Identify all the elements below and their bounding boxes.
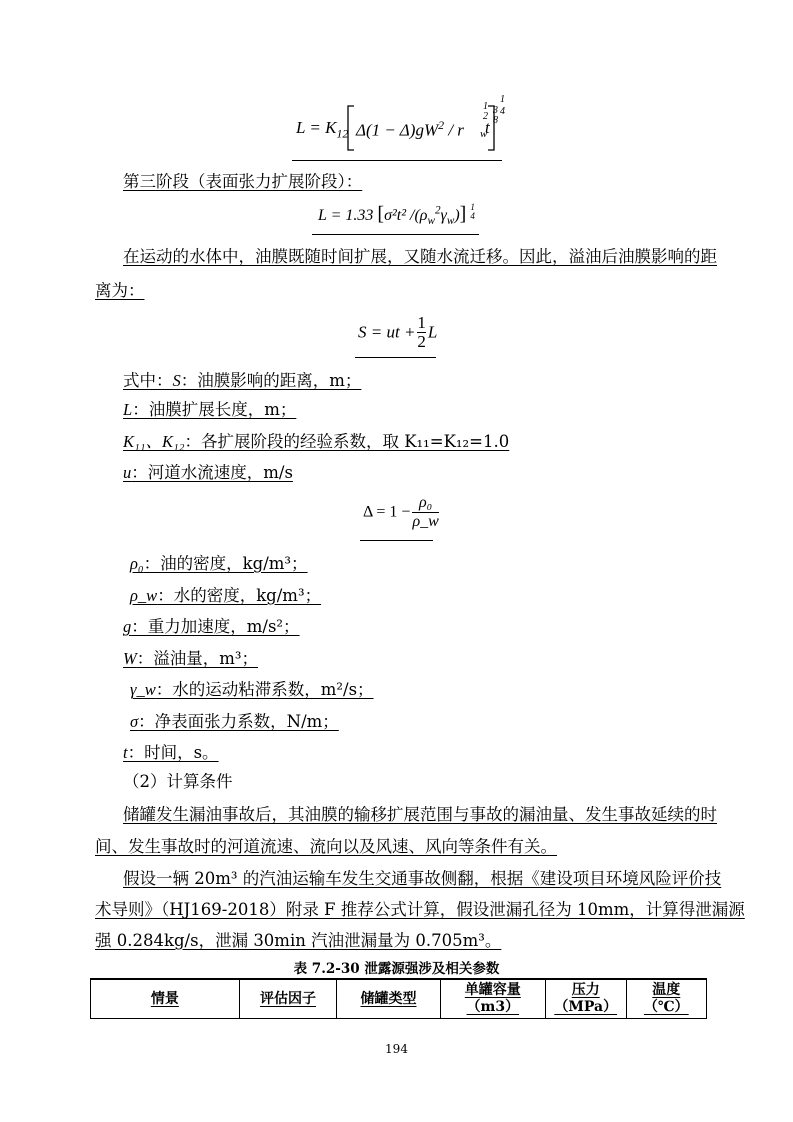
formula3-num: 1 — [417, 313, 426, 332]
formula2-underline — [312, 234, 479, 235]
def-text: ：河道水流速度，m/s — [131, 463, 293, 482]
table-header-cell: 压力 （MPa） — [545, 979, 626, 1019]
def-text: ：重力加速度，m/s²； — [131, 617, 300, 636]
formula1-t: t — [485, 118, 490, 137]
def-sigma — [130, 711, 339, 733]
formula2-gamma-sub: w — [446, 215, 455, 228]
formula1-r-exp-num: 1 — [483, 101, 488, 112]
def-text: ：各扩展阶段的经验系数，取 K₁₁=K₁₂=1.0 — [184, 432, 510, 451]
def-L — [123, 399, 296, 421]
paragraph-scenario-line1: 假设一辆 20m³ 的汽油运输车发生交通事故侧翻，根据《建设项目环境风险评价技 — [123, 869, 722, 888]
def-symbol: γ_w — [130, 680, 156, 699]
table-header-cell: 评估因子 — [239, 979, 337, 1019]
formula1-bracket-body: Δ(1 − Δ)gW — [356, 120, 439, 140]
def-symbol: σ — [130, 712, 139, 731]
def-S — [123, 370, 361, 392]
def-prefix: 式中： — [123, 371, 173, 390]
def-gammaw — [130, 679, 374, 701]
formula1-t-exp-num: 3 — [493, 105, 498, 116]
def-symbol: g — [123, 617, 132, 636]
formula1-lhs-sub: 12 — [336, 126, 349, 141]
formula3-underline — [355, 357, 436, 358]
def-text: ：溢油量，m³； — [136, 649, 259, 668]
parameter-table — [90, 978, 707, 1019]
formula1-t-exp-den: 8 — [493, 115, 498, 126]
formula-impact-distance — [358, 314, 437, 351]
page-number: 194 — [385, 1042, 408, 1056]
def-text: ：水的密度，kg/m³； — [157, 586, 322, 605]
formula1-div: / r — [448, 120, 464, 140]
def-K — [123, 431, 509, 453]
formula1-lhs: L = K — [296, 118, 337, 137]
formula-delta — [363, 494, 441, 531]
def-rhow — [130, 585, 321, 607]
formula1-underline — [292, 160, 502, 161]
formula1-outer-exp-num: 1 — [500, 94, 505, 105]
def-text: ：油膜扩展长度，m； — [132, 400, 297, 419]
formula1-w-exp: 2 — [438, 118, 445, 132]
formula4-num: ρ₀ — [412, 494, 438, 513]
def-symbol: S — [172, 371, 181, 390]
paragraph-oil-film-migration-line2: 离为： — [95, 281, 145, 300]
formula1-r-exp-den: 2 — [483, 111, 488, 122]
formula2-gamma: γ — [440, 207, 447, 224]
def-symbol: u — [123, 463, 132, 482]
table-title: 表 7.2-30 泄露源强涉及相关参数 — [293, 961, 500, 977]
formula2-rho-sub: w — [427, 215, 435, 228]
stage3-heading: 第三阶段（表面张力扩展阶段）： — [123, 172, 363, 191]
def-text: ：时间，s。 — [127, 743, 219, 762]
table-header-cell: 温度 （℃） — [626, 979, 706, 1019]
table-header-cell: 单罐容量 （m3） — [440, 979, 545, 1019]
def-symbol: ρ₀ — [130, 554, 144, 573]
table-header-cell: 储罐类型 — [337, 979, 440, 1019]
table-header-row — [91, 979, 707, 1019]
def-rho0 — [130, 553, 308, 575]
formula2-body: σ²t² /(ρ — [384, 207, 428, 224]
paragraph-leak-line2: 间、发生事故时的河道流速、流向以及风速、风向等条件有关。 — [95, 837, 557, 856]
def-text: ：水的运动粘滞系数，m²/s； — [155, 680, 374, 699]
def-text: ：油的密度，kg/m³； — [143, 554, 308, 573]
formula1-r-sub: w — [480, 128, 488, 140]
formula4-underline — [360, 540, 433, 541]
paragraph-oil-film-migration-line1: 在运动的水体中，油膜既随时间扩展，又随水流迁移。因此，溢油后油膜影响的距 — [123, 247, 717, 266]
table-header-cell: 情景 — [91, 979, 240, 1019]
formula3-rhs: L — [427, 322, 438, 342]
formula-spreading-stage3: L = 1.33 [σ²t² $/(\rho_w^2\gamma_w)$] 1 4 — [318, 202, 475, 228]
formula4-lhs: Δ = 1 − — [363, 503, 411, 521]
paragraph-scenario-line3: 强 0.284kg/s，泄漏 30min 汽油泄漏量为 0.705m³。 — [95, 931, 502, 950]
def-symbol: K₁₁、K₁₂ — [123, 432, 185, 451]
paragraph-scenario-line2: 术导则》（HJ169-2018）附录 F 推荐公式计算，假设泄漏孔径为 10mm，计算得泄漏源 — [95, 900, 745, 919]
formula3-den: 2 — [417, 332, 426, 351]
formula2-rho-exp: 2 — [434, 204, 441, 217]
def-symbol: ρ_w — [130, 586, 158, 605]
def-symbol: t — [123, 743, 128, 762]
def-text: ：油膜影响的距离，m； — [180, 371, 362, 390]
formula3-lhs: S = ut + — [358, 322, 416, 342]
section-calculation-conditions: （2）计算条件 — [123, 772, 233, 791]
formula2-exp-den: 4 — [470, 211, 475, 221]
formula4-den: ρ_w — [412, 513, 439, 530]
def-t — [123, 742, 219, 764]
def-g — [123, 616, 300, 638]
def-symbol: W — [123, 649, 137, 668]
paragraph-leak-line1: 储罐发生漏油事故后，其油膜的输移扩展范围与事故的漏油量、发生事故延续的时 — [123, 805, 717, 824]
formula2-lhs: L = 1.33 — [318, 207, 374, 224]
def-u — [123, 462, 293, 484]
formula1-outer-exp-den: 4 — [500, 106, 505, 117]
def-W — [123, 648, 258, 670]
def-text: ：净表面张力系数，N/m； — [138, 712, 339, 731]
def-symbol: L — [123, 400, 133, 419]
formula2-exp-num: 1 — [470, 202, 475, 212]
